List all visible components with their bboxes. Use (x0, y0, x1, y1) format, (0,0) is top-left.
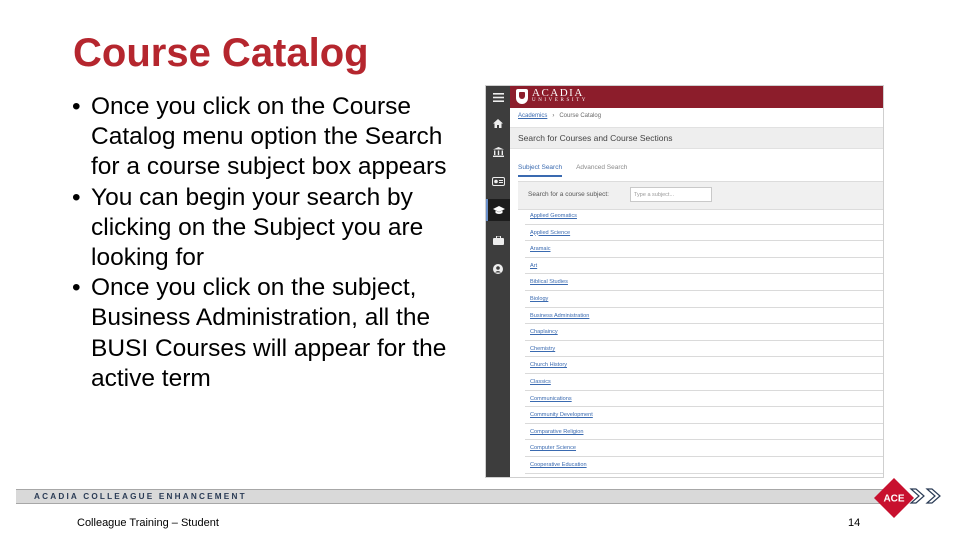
page-heading: Search for Courses and Course Sections (518, 133, 673, 143)
list-item (525, 341, 883, 358)
chevron-right-icon (925, 488, 943, 504)
id-card-icon[interactable] (486, 170, 510, 192)
bullet-list (72, 92, 472, 394)
subject-link[interactable]: Cooperative Education (530, 461, 587, 468)
subject-link[interactable]: Chaplaincy (530, 329, 558, 336)
list-item (525, 225, 883, 242)
breadcrumb-separator: › (552, 113, 555, 119)
subject-link[interactable]: Aramaic (530, 246, 551, 253)
slide-title: Course Catalog (73, 31, 369, 75)
subject-link[interactable]: Communications (530, 395, 572, 402)
ace-badge-label: ACE (883, 493, 905, 505)
graduation-cap-icon[interactable] (486, 199, 510, 221)
footer-band (16, 489, 886, 504)
list-item (525, 457, 883, 474)
list-item (525, 357, 883, 374)
institution-icon[interactable] (486, 141, 510, 163)
list-item (525, 208, 883, 225)
subject-link[interactable]: Church History (530, 362, 567, 369)
subject-search-input[interactable]: Type a subject... (630, 187, 712, 202)
bullet-item: • Once you click on the Course Catalog menu option the Search for a course subject box appears (72, 92, 472, 183)
breadcrumb-academics[interactable]: Academics (518, 113, 548, 119)
ace-badge (874, 478, 914, 518)
subject-link[interactable]: Computer Science (530, 445, 577, 452)
subject-list (525, 208, 883, 474)
list-item (525, 391, 883, 408)
tab-subject-search[interactable]: Subject Search (518, 164, 562, 177)
subject-link[interactable]: Chemistry (530, 345, 556, 352)
sidebar-rail (486, 86, 510, 477)
subject-link[interactable]: Biology (530, 295, 549, 302)
list-item (525, 324, 883, 341)
subject-link[interactable]: Classics (530, 378, 551, 385)
acadia-logo[interactable] (516, 88, 588, 104)
list-item (525, 258, 883, 275)
list-item (525, 241, 883, 258)
breadcrumb (518, 113, 601, 119)
subject-link[interactable]: Applied Science (530, 229, 571, 236)
list-item (525, 440, 883, 457)
subject-link[interactable]: Biblical Studies (530, 279, 568, 286)
list-item (525, 374, 883, 391)
subject-link[interactable]: Comparative Religion (530, 428, 584, 435)
list-item (525, 291, 883, 308)
breadcrumb-current: Course Catalog (559, 113, 602, 119)
list-item (525, 274, 883, 291)
logo-wordmark: ACADIA (532, 87, 584, 99)
bullet-item: • Once you click on the subject, Business Administration, all the BUSI Courses will appear for the active term (72, 273, 472, 394)
page-heading-bar (510, 127, 883, 149)
menu-icon[interactable] (486, 86, 510, 108)
briefcase-icon[interactable] (486, 229, 510, 251)
subject-link[interactable]: Art (530, 262, 538, 269)
list-item (525, 407, 883, 424)
subject-search-label: Search for a course subject: (528, 191, 609, 198)
footer-course-label: Colleague Training – Student (77, 517, 219, 529)
logo-subtitle: UNIVERSITY (532, 98, 588, 103)
course-catalog-screenshot (486, 86, 883, 477)
footer-band-text: ACADIA COLLEAGUE ENHANCEMENT (34, 492, 247, 501)
subject-search-box (518, 181, 883, 210)
bullet-item: • You can begin your search by clicking on the Subject you are looking for (72, 183, 472, 274)
list-item (525, 308, 883, 325)
page-number: 14 (848, 517, 861, 529)
tab-advanced-search[interactable]: Advanced Search (576, 164, 628, 171)
search-tabs (518, 164, 641, 177)
app-header (510, 86, 883, 108)
subject-link[interactable]: Community Development (530, 412, 593, 419)
list-item (525, 424, 883, 441)
shield-icon (516, 89, 528, 104)
home-icon[interactable] (486, 112, 510, 134)
subject-link[interactable]: Applied Geomatics (530, 213, 577, 219)
subject-link[interactable]: Business Administration (530, 312, 590, 319)
user-icon[interactable] (486, 258, 510, 280)
